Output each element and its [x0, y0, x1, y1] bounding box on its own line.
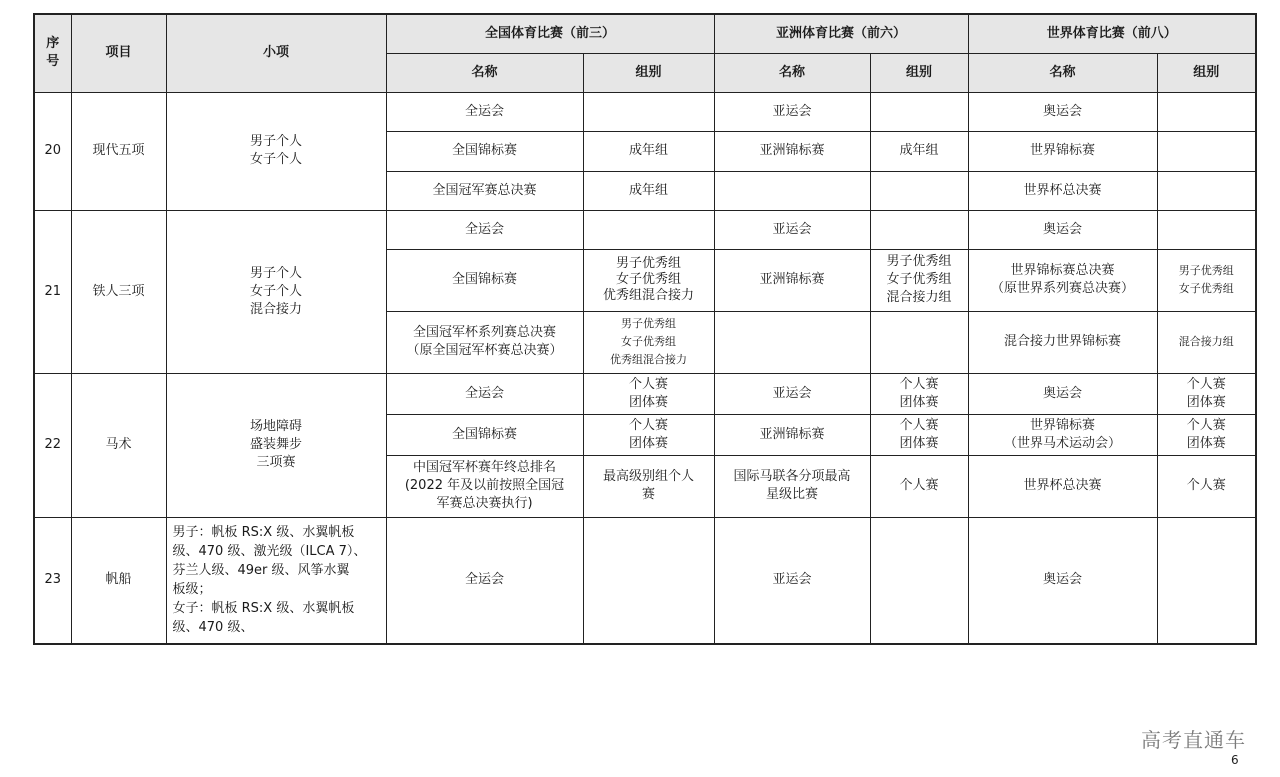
national-group-cell: 男子优秀组 女子优秀组 优秀组混合接力 [583, 249, 714, 311]
national-name-cell: 全国锦标赛 [386, 249, 583, 311]
national-group-cell [583, 517, 714, 644]
world-group-cell [1157, 131, 1256, 171]
world-name-cell: 奥运会 [968, 517, 1157, 644]
world-group-cell: 个人赛 团体赛 [1157, 414, 1256, 455]
header-asian: 亚洲体育比赛（前六） [714, 14, 968, 53]
national-name-cell: 全运会 [386, 92, 583, 131]
national-name-cell: 中国冠军杯赛年终总排名 (2022 年及以前按照全国冠 军赛总决赛执行) [386, 455, 583, 517]
asian-group-cell: 个人赛 [870, 455, 968, 517]
asian-name-cell: 亚洲锦标赛 [714, 131, 870, 171]
seq-cell: 23 [34, 517, 71, 644]
sub-item-cell: 男子个人 女子个人 混合接力 [166, 210, 386, 373]
national-name-cell: 全运会 [386, 373, 583, 414]
world-group-cell [1157, 171, 1256, 210]
asian-group-cell: 个人赛 团体赛 [870, 414, 968, 455]
header-world: 世界体育比赛（前八） [968, 14, 1256, 53]
asian-group-cell: 成年组 [870, 131, 968, 171]
national-group-cell: 成年组 [583, 131, 714, 171]
asian-group-cell [870, 92, 968, 131]
national-name-cell: 全运会 [386, 210, 583, 249]
table-row [34, 210, 1256, 249]
header-world-group: 组别 [1157, 53, 1256, 92]
project-cell: 现代五项 [71, 92, 166, 210]
asian-name-cell: 亚运会 [714, 92, 870, 131]
project-cell: 铁人三项 [71, 210, 166, 373]
header-national: 全国体育比赛（前三） [386, 14, 714, 53]
national-name-cell: 全运会 [386, 517, 583, 644]
world-name-cell: 混合接力世界锦标赛 [968, 311, 1157, 373]
world-name-cell: 世界锦标赛 （世界马术运动会） [968, 414, 1157, 455]
seq-cell: 21 [34, 210, 71, 373]
asian-group-cell [870, 171, 968, 210]
table-row [34, 373, 1256, 414]
sub-item-cell: 男子个人 女子个人 [166, 92, 386, 210]
page-number: 6 [1231, 753, 1239, 767]
seq-cell: 20 [34, 92, 71, 210]
asian-group-cell: 个人赛 团体赛 [870, 373, 968, 414]
world-group-cell [1157, 210, 1256, 249]
header-national-group: 组别 [583, 53, 714, 92]
national-name-cell: 全国冠军杯系列赛总决赛 （原全国冠军杯赛总决赛） [386, 311, 583, 373]
header-sub-item: 小项 [166, 14, 386, 92]
header-project: 项目 [71, 14, 166, 92]
asian-group-cell [870, 311, 968, 373]
world-name-cell: 奥运会 [968, 210, 1157, 249]
header-seq: 序 号 [34, 14, 71, 92]
national-group-cell [583, 210, 714, 249]
asian-name-cell: 亚洲锦标赛 [714, 249, 870, 311]
national-group-cell: 个人赛 团体赛 [583, 414, 714, 455]
national-group-cell: 成年组 [583, 171, 714, 210]
national-name-cell: 全国锦标赛 [386, 131, 583, 171]
asian-group-cell [870, 517, 968, 644]
world-group-cell: 个人赛 团体赛 [1157, 373, 1256, 414]
asian-group-cell: 男子优秀组 女子优秀组 混合接力组 [870, 249, 968, 311]
national-group-cell: 男子优秀组 女子优秀组 优秀组混合接力 [583, 311, 714, 373]
asian-name-cell: 亚运会 [714, 210, 870, 249]
header-world-name: 名称 [968, 53, 1157, 92]
world-name-cell: 奥运会 [968, 92, 1157, 131]
national-group-cell [583, 92, 714, 131]
asian-name-cell [714, 171, 870, 210]
national-group-cell: 个人赛 团体赛 [583, 373, 714, 414]
sub-item-cell: 场地障碍 盛装舞步 三项赛 [166, 373, 386, 517]
watermark: 高考直通车 [1141, 728, 1246, 752]
sports-events-table [33, 13, 1257, 645]
table-body [34, 92, 1256, 644]
header-asian-group: 组别 [870, 53, 968, 92]
world-name-cell: 奥运会 [968, 373, 1157, 414]
asian-name-cell: 亚运会 [714, 517, 870, 644]
asian-name-cell [714, 311, 870, 373]
asian-name-cell: 国际马联各分项最高 星级比赛 [714, 455, 870, 517]
project-cell: 马术 [71, 373, 166, 517]
asian-group-cell [870, 210, 968, 249]
project-cell: 帆船 [71, 517, 166, 644]
table-header [34, 14, 1256, 92]
world-group-cell [1157, 517, 1256, 644]
seq-cell: 22 [34, 373, 71, 517]
world-group-cell: 混合接力组 [1157, 311, 1256, 373]
world-name-cell: 世界杯总决赛 [968, 171, 1157, 210]
table-row [34, 517, 1256, 644]
world-name-cell: 世界锦标赛 [968, 131, 1157, 171]
world-group-cell [1157, 92, 1256, 131]
world-group-cell: 男子优秀组 女子优秀组 [1157, 249, 1256, 311]
world-name-cell: 世界锦标赛总决赛 （原世界系列赛总决赛） [968, 249, 1157, 311]
header-national-name: 名称 [386, 53, 583, 92]
table-row [34, 92, 1256, 131]
national-name-cell: 全国冠军赛总决赛 [386, 171, 583, 210]
world-name-cell: 世界杯总决赛 [968, 455, 1157, 517]
national-group-cell: 最高级别组个人 赛 [583, 455, 714, 517]
sub-item-cell: 男子：帆板 RS:X 级、水翼帆板 级、470 级、激光级（ILCA 7）、 芬兰人级、49er 级、风筝水翼 板级； 女子：帆板 RS:X 级、水翼帆板 级、470 级、 [166, 517, 386, 644]
asian-name-cell: 亚洲锦标赛 [714, 414, 870, 455]
world-group-cell: 个人赛 [1157, 455, 1256, 517]
national-name-cell: 全国锦标赛 [386, 414, 583, 455]
header-asian-name: 名称 [714, 53, 870, 92]
asian-name-cell: 亚运会 [714, 373, 870, 414]
